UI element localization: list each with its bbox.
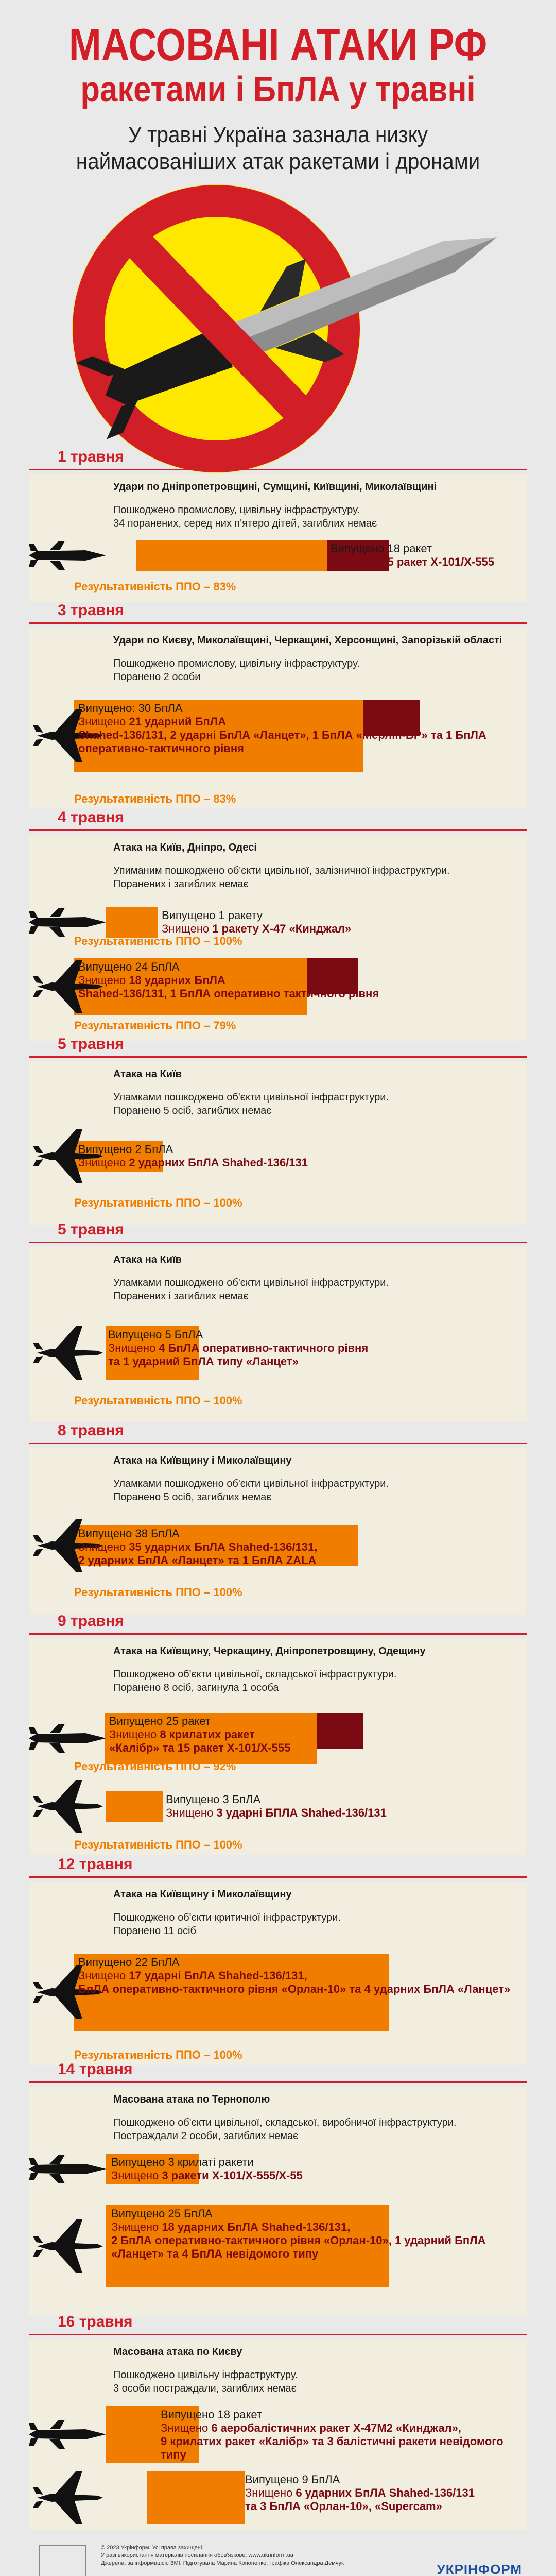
section-description: 3 особи постраждали, загиблих немає — [113, 2383, 297, 2394]
effectiveness-label: Результативність ППО – 83% — [74, 792, 236, 805]
section-description: Пошкоджено промислову, цивільну інфраструктуру. — [113, 658, 360, 669]
section-date: 12 травня — [58, 1856, 133, 1873]
attack-stats — [331, 542, 517, 569]
destroyed-count: 15 ракет Х-101/Х-555 — [381, 555, 494, 568]
destroyed-line — [78, 1540, 517, 1554]
destroyed-details: Shahed-136/131, 2 ударні БпЛА «Ланцет», 1 БпЛА «Мерлін-ВР» та 1 БпЛА оперативно-тактичного рівня — [78, 728, 486, 755]
destroyed-line — [108, 1342, 517, 1355]
footer-line: Джерела: за інформацією ЗМІ. Підготувала Марина Кононенко, графіка Олександра Демчук — [101, 2560, 344, 2566]
attack-stats — [166, 1793, 517, 1820]
destroyed-line — [162, 922, 517, 936]
section-date: 5 травня — [58, 1221, 124, 1238]
section-date-row — [29, 443, 527, 470]
effectiveness-label: Результативність ППО – 100% — [74, 1196, 242, 1209]
launched-count: Випущено 18 ракет — [331, 542, 432, 555]
section-description: Поранено 5 осіб, загиблих немає — [113, 1492, 272, 1503]
destroyed-prefix: Знищено — [108, 1342, 159, 1354]
destroyed-prefix: Знищено — [111, 2169, 162, 2182]
footer-line: © 2023 Укрінформ. Усі права захищені. — [101, 2545, 204, 2551]
drone-icon — [31, 2215, 103, 2280]
section-description: 34 поранених, серед них п'ятеро дітей, загиблих немає — [113, 518, 377, 529]
launched-count: Випущено 5 БпЛА — [108, 1328, 203, 1341]
effectiveness-label: Результативність ППО – 100% — [74, 2048, 242, 2061]
page-title — [0, 0, 556, 109]
drone-icon — [31, 2467, 103, 2531]
attack-section — [0, 2308, 556, 2530]
date-divider — [29, 1876, 527, 1878]
section-card — [29, 2087, 527, 2316]
date-divider — [29, 829, 527, 831]
destroyed-details: 2 БпЛА оперативно-тактичного рівня «Орлан-10», 1 ударний БпЛА «Ланцет» та 4 БпЛА невідомого типу — [111, 2234, 486, 2260]
date-divider — [29, 2334, 527, 2335]
section-description: Упиманим пошкоджено об'єкти цивільної, залізничної інфраструктури. — [113, 865, 450, 876]
destroyed-line — [78, 715, 517, 728]
section-headline: Атака на Київ — [113, 1254, 182, 1265]
attack-stats — [109, 1715, 517, 1755]
launched-count: Випущено 22 БпЛА — [78, 1956, 180, 1969]
destroyed-prefix: Знищено — [162, 922, 213, 935]
attack-stats — [111, 2156, 517, 2182]
section-card — [29, 835, 527, 1041]
launched-count: Випущено 38 БпЛА — [78, 1527, 180, 1540]
destroyed-count: 3 ударні БПЛА Shahed-136/131 — [216, 1806, 387, 1819]
title-line-2: ракетами і БпЛА у травні — [80, 69, 476, 109]
destroyed-count: 35 ударних БпЛА Shahed-136/131, — [129, 1540, 318, 1553]
launched-count: Випущено 3 крилаті ракети — [111, 2156, 254, 2168]
section-description: Поранено 8 осіб, загинула 1 особа — [113, 1682, 279, 1693]
destroyed-prefix: Знищено — [161, 2421, 212, 2434]
destroyed-line — [245, 2486, 517, 2500]
section-date: 14 травня — [58, 2061, 133, 2078]
footer-line: У разі використання матеріалів посилання обов'язкове: www.ukrinform.ua — [101, 2552, 293, 2558]
attack-section — [0, 597, 556, 808]
section-date-row — [29, 1851, 527, 1877]
launched-bar — [106, 907, 158, 938]
destroyed-count: 2 ударних БпЛА Shahed-136/131 — [129, 1156, 308, 1169]
launched-count: Випущено 9 БпЛА — [245, 2473, 340, 2486]
destroyed-prefix: Знищено — [166, 1806, 217, 1819]
section-card — [29, 1247, 527, 1422]
launched-count: Випущено 25 ракет — [109, 1715, 211, 1727]
launched-bar — [136, 540, 327, 571]
destroyed-prefix: Знищено — [78, 1156, 129, 1169]
section-headline: Атака на Київщину, Черкащину, Дніпропетровщину, Одещину — [113, 1646, 426, 1657]
section-headline: Атака на Київщину і Миколаївщину — [113, 1889, 292, 1900]
subtitle — [22, 122, 534, 175]
section-card — [29, 1638, 527, 1855]
destroyed-details: Shahed-136/131, 1 БпЛА оперативно тактичного рівня — [78, 987, 379, 1000]
section-description: Уламками пошкоджено об'єкти цивільної інфраструктури. — [113, 1092, 389, 1103]
missile-icon — [29, 540, 106, 573]
section-headline: Масована атака по Києву — [113, 2346, 242, 2358]
launched-count: Випущено: 30 БпЛА — [78, 702, 183, 715]
attack-stats — [161, 2408, 517, 2462]
title-line-1: МАСОВАНІ АТАКИ РФ — [68, 19, 488, 70]
launched-count: Випущено 18 ракет — [161, 2408, 262, 2421]
destroyed-count: 18 ударних БпЛА — [129, 974, 225, 987]
attack-section — [0, 443, 556, 602]
section-description: Поранених і загиблих немає — [113, 878, 249, 890]
destroyed-prefix: Знищено — [78, 974, 129, 987]
destroyed-details: «Калібр» та 15 ракет Х-101/Х-555 — [109, 1741, 291, 1754]
section-headline: Атака на Київ, Дніпро, Одесі — [113, 842, 257, 853]
header — [0, 0, 556, 175]
attack-section — [0, 1851, 556, 2065]
section-description: Пошкоджено об'єкти цивільної, складської, виробничої інфраструктури. — [113, 2117, 457, 2128]
destroyed-count: 8 крилатих ракет — [160, 1728, 255, 1741]
destroyed-details: 9 крилатих ракет «Калібр» та 3 балістичні ракети невідомого типу — [161, 2435, 503, 2461]
section-date-row — [29, 1216, 527, 1243]
section-date: 4 травня — [58, 809, 124, 826]
effectiveness-label: Результативність ППО – 92% — [74, 1760, 236, 1773]
effectiveness-label: Результативність ППО – 100% — [74, 935, 242, 947]
section-description: Постраждали 2 особи, загиблих немає — [113, 2130, 299, 2142]
section-date-row — [29, 1607, 527, 1634]
drone-icon — [31, 1775, 103, 1840]
attack-stats — [78, 1143, 517, 1170]
attack-stats — [78, 702, 517, 755]
section-date-row — [29, 804, 527, 831]
section-date: 8 травня — [58, 1422, 124, 1439]
section-description: Уламками пошкоджено об'єкти цивільної інфраструктури. — [113, 1277, 389, 1289]
attack-section — [0, 1417, 556, 1615]
section-card — [29, 628, 527, 808]
section-date-row — [29, 1417, 527, 1444]
date-divider — [29, 1242, 527, 1243]
destroyed-line — [109, 1728, 517, 1741]
section-description: Пошкоджено цивільну інфраструктуру. — [113, 2369, 298, 2381]
section-description: Пошкоджено об'єкти цивільної, складської інфраструктури. — [113, 1669, 397, 1680]
launched-bar — [147, 2471, 245, 2524]
ukrinform-logo: УКРІНФОРМ — [437, 2562, 522, 2576]
section-date: 9 травня — [58, 1613, 124, 1630]
date-divider — [29, 1443, 527, 1444]
section-card — [29, 1882, 527, 2065]
footer — [29, 2535, 527, 2576]
attack-section — [0, 1216, 556, 1422]
effectiveness-label: Результативність ППО – 100% — [74, 1586, 242, 1599]
destroyed-count: 4 БпЛА оперативно-тактичного рівня — [159, 1342, 369, 1354]
destroyed-prefix: Знищено — [109, 1728, 160, 1741]
destroyed-count: 3 ракети Х-101/Х-555/Х-55 — [162, 2169, 303, 2182]
date-divider — [29, 469, 527, 470]
effectiveness-label: Результативність ППО – 100% — [74, 1838, 242, 1851]
destroyed-details: та 3 БпЛА «Орлан-10», «Supercam» — [245, 2500, 442, 2513]
section-card — [29, 474, 527, 602]
section-headline: Атака на Київ — [113, 1069, 182, 1080]
section-description: Пошкоджено промислову, цивільну інфраструктуру. — [113, 504, 360, 516]
destroyed-details: та 1 ударний БпЛА типу «Ланцет» — [108, 1355, 299, 1368]
launched-count: Випущено 24 БпЛА — [78, 960, 180, 973]
launched-count: Випущено 3 БпЛА — [166, 1793, 261, 1806]
destroyed-prefix: Знищено — [245, 2486, 296, 2499]
date-divider — [29, 622, 527, 624]
destroyed-count: 6 ударних БпЛА Shahed-136/131 — [296, 2486, 475, 2499]
section-date: 1 травня — [58, 448, 124, 465]
section-date-row — [29, 1030, 527, 1057]
section-card — [29, 1061, 527, 1225]
missile-icon — [29, 2154, 106, 2187]
section-description: Уламками пошкоджено об'єкти цивільної інфраструктури. — [113, 1478, 389, 1489]
attack-stats — [245, 2473, 517, 2513]
attack-stats — [78, 1956, 517, 1996]
destroyed-prefix: Знищено — [78, 715, 129, 728]
section-card — [29, 1448, 527, 1615]
destroyed-line — [161, 2421, 517, 2435]
section-date: 3 травня — [58, 602, 124, 619]
destroyed-count: 1 ракету Х-47 «Кинджал» — [212, 922, 352, 935]
destroyed-count: 17 ударні БпЛА Shahed-136/131, — [129, 1969, 307, 1982]
effectiveness-label: Результативність ППО – 79% — [74, 1019, 236, 1032]
section-description: Поранено 5 осіб, загиблих немає — [113, 1105, 272, 1116]
destroyed-line — [166, 1806, 517, 1820]
date-divider — [29, 1056, 527, 1058]
launched-bar — [106, 1791, 163, 1822]
effectiveness-label: Результативність ППО – 83% — [74, 580, 236, 593]
subtitle-line-1: У травні Україна зазнала низку — [128, 122, 428, 147]
attack-stats — [108, 1328, 517, 1368]
date-divider — [29, 1633, 527, 1635]
section-headline: Атака на Київщину і Миколаївщину — [113, 1455, 292, 1466]
destroyed-prefix: Знищено — [78, 1969, 129, 1982]
destroyed-line — [78, 974, 517, 987]
launched-count: Випущено 25 БпЛА — [111, 2207, 213, 2220]
attack-stats — [78, 1527, 517, 1567]
destroyed-count: 18 ударних БпЛА Shahed-136/131, — [162, 2221, 351, 2233]
launched-count: Випущено 1 ракету — [162, 909, 263, 922]
destroyed-prefix: Знищено — [78, 1540, 129, 1553]
destroyed-count: 6 аеробалістичних ракет Х-47М2 «Кинджал», — [211, 2421, 461, 2434]
attack-stats — [111, 2207, 517, 2261]
destroyed-prefix: Знищено — [111, 2221, 162, 2233]
date-divider — [29, 2081, 527, 2083]
drone-icon — [31, 1322, 103, 1386]
section-card — [29, 2339, 527, 2530]
attack-section — [0, 1030, 556, 1225]
section-date: 5 травня — [58, 1036, 124, 1053]
section-headline: Удари по Києву, Миколаївщині, Черкащині, Херсонщині, Запорізькій області — [113, 635, 502, 646]
destroyed-line — [111, 2221, 517, 2234]
destroyed-count: 21 ударний БпЛА — [129, 715, 227, 728]
attack-section — [0, 2056, 556, 2316]
section-description: Поранено 2 особи — [113, 671, 201, 683]
section-date-row — [29, 597, 527, 623]
section-description: Поранених і загиблих немає — [113, 1291, 249, 1302]
effectiveness-label: Результативність ППО – 100% — [74, 1394, 242, 1407]
section-description: Пошкоджено об'єкти критичної інфраструктури. — [113, 1912, 341, 1923]
attack-section — [0, 804, 556, 1041]
destroyed-prefix: Знищено — [331, 555, 381, 568]
section-date-row — [29, 2308, 527, 2335]
section-date-row — [29, 2056, 527, 2082]
attack-stats — [78, 960, 517, 1001]
missile-icon — [29, 2419, 106, 2452]
section-description: Поранено 11 осіб — [113, 1925, 196, 1937]
destroyed-details: 2 ударних БпЛА «Ланцет» та 1 БпЛА ZALA — [78, 1554, 317, 1567]
attack-section — [0, 1607, 556, 1855]
destroyed-line — [78, 1156, 517, 1170]
section-headline: Удари по Дніпропетровщині, Сумщині, Київщині, Миколаївщині — [113, 481, 437, 493]
section-date: 16 травня — [58, 2313, 133, 2330]
missile-icon — [29, 1723, 106, 1756]
attack-stats — [162, 909, 517, 936]
destroyed-line — [111, 2169, 517, 2182]
destroyed-line — [331, 555, 517, 569]
destroyed-line — [78, 1969, 517, 1982]
ukraine-emblem-icon — [34, 2540, 91, 2576]
section-headline: Масована атака по Тернополю — [113, 2094, 270, 2105]
destroyed-details: БпЛА оперативно-тактичного рівня «Орлан-10» та 4 ударних БпЛА «Ланцет» — [78, 1982, 511, 1995]
launched-count: Випущено 2 БпЛА — [78, 1143, 173, 1156]
footer-credits — [101, 2544, 344, 2567]
subtitle-line-2: наймасованіших атак ракетами і дронами — [76, 149, 480, 174]
